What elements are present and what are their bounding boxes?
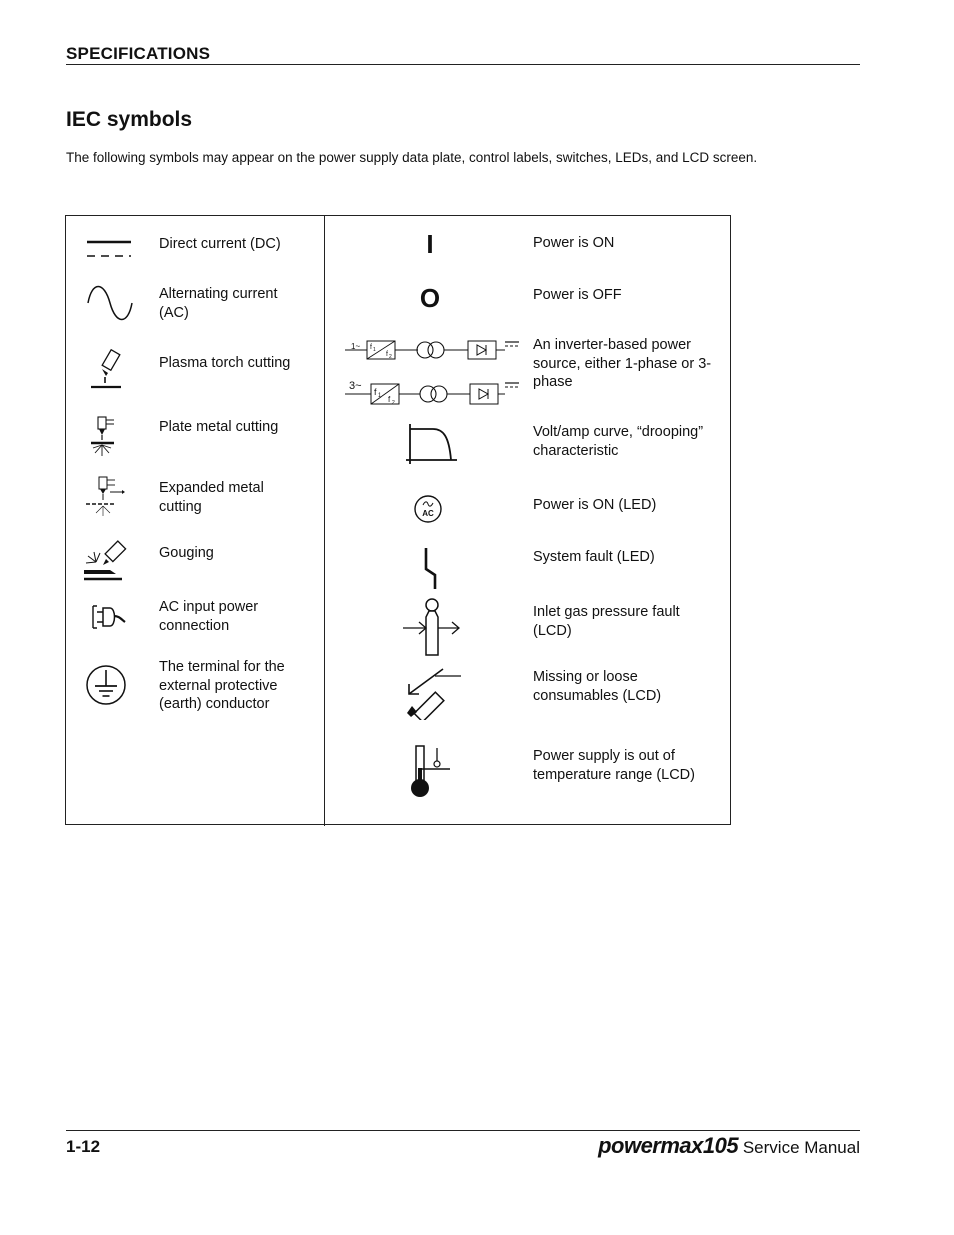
svg-text:AC: AC bbox=[422, 509, 434, 518]
plate-metal-cutting-icon bbox=[88, 414, 128, 460]
protective-earth-icon bbox=[85, 664, 127, 706]
svg-text:f: f bbox=[370, 344, 372, 351]
brand-name: powermax105 bbox=[598, 1133, 739, 1158]
header-rule bbox=[66, 64, 860, 65]
symbol-label-power-led: Power is ON (LED) bbox=[533, 497, 657, 513]
svg-text:f: f bbox=[386, 351, 388, 358]
direct-current-icon bbox=[84, 236, 134, 262]
svg-text:O: O bbox=[419, 283, 441, 311]
page-number: 1-12 bbox=[66, 1137, 101, 1156]
symbol-label-gas-pressure: Inlet gas pressure fault (LCD) bbox=[533, 604, 680, 639]
system-fault-led-icon bbox=[420, 545, 440, 591]
intro-text: The following symbols may appear on the power supply data plate, control labels, switches, LEDs, and LCD screen. bbox=[66, 150, 758, 165]
symbol-label-plasma-torch: Plasma torch cutting bbox=[159, 355, 291, 371]
symbol-label-system-fault: System fault (LED) bbox=[533, 549, 655, 565]
symbol-label-gouging: Gouging bbox=[159, 545, 214, 561]
document-brand bbox=[598, 1133, 860, 1159]
gas-pressure-fault-icon bbox=[401, 597, 463, 659]
svg-text:3~: 3~ bbox=[349, 380, 362, 392]
symbol-label-ac: Alternating current (AC) bbox=[159, 286, 278, 321]
svg-text:2: 2 bbox=[389, 354, 392, 360]
symbol-label-expanded-metal: Expanded metal cutting bbox=[159, 480, 264, 515]
power-on-led-icon bbox=[412, 494, 444, 524]
svg-text:1: 1 bbox=[373, 347, 376, 353]
page-title: IEC symbols bbox=[66, 108, 193, 131]
svg-text:I: I bbox=[426, 230, 434, 258]
gouging-icon bbox=[82, 540, 132, 584]
svg-text:1: 1 bbox=[378, 393, 382, 399]
symbol-label-power-off: Power is OFF bbox=[533, 287, 622, 303]
temperature-range-icon bbox=[405, 742, 457, 802]
footer-rule bbox=[66, 1130, 860, 1131]
ac-input-plug-icon bbox=[88, 602, 130, 632]
power-off-icon bbox=[415, 283, 445, 311]
svg-text:f: f bbox=[374, 387, 377, 397]
drooping-curve-icon bbox=[403, 420, 461, 468]
missing-consumables-icon bbox=[403, 664, 465, 720]
svg-text:f: f bbox=[388, 395, 391, 404]
symbol-label-consumables: Missing or loose consumables (LCD) bbox=[533, 669, 662, 704]
symbol-label-temperature: Power supply is out of temperature range (LCD) bbox=[533, 748, 695, 783]
section-header: SPECIFICATIONS bbox=[66, 44, 211, 63]
symbol-label-power-on: Power is ON bbox=[533, 235, 615, 251]
symbol-label-inverter: An inverter-based power source, either 1-phase or 3-phase bbox=[533, 337, 712, 390]
symbol-label-earth: The terminal for the external protective (earth) conductor bbox=[159, 659, 285, 712]
symbol-label-drooping: Volt/amp curve, “drooping” characteristic bbox=[533, 424, 704, 459]
expanded-metal-cutting-icon bbox=[84, 474, 130, 520]
alternating-current-icon bbox=[84, 283, 136, 323]
svg-text:1~: 1~ bbox=[351, 342, 361, 351]
power-on-icon bbox=[415, 230, 445, 258]
table-divider bbox=[324, 215, 325, 826]
symbol-label-dc: Direct current (DC) bbox=[159, 236, 281, 252]
symbol-label-plate-metal: Plate metal cutting bbox=[159, 419, 279, 435]
plasma-torch-cutting-icon bbox=[87, 347, 131, 391]
brand-suffix: Service Manual bbox=[738, 1138, 860, 1157]
inverter-power-source-icon bbox=[343, 336, 521, 408]
svg-text:2: 2 bbox=[392, 400, 395, 406]
symbol-label-ac-input: AC input power connection bbox=[159, 599, 259, 634]
